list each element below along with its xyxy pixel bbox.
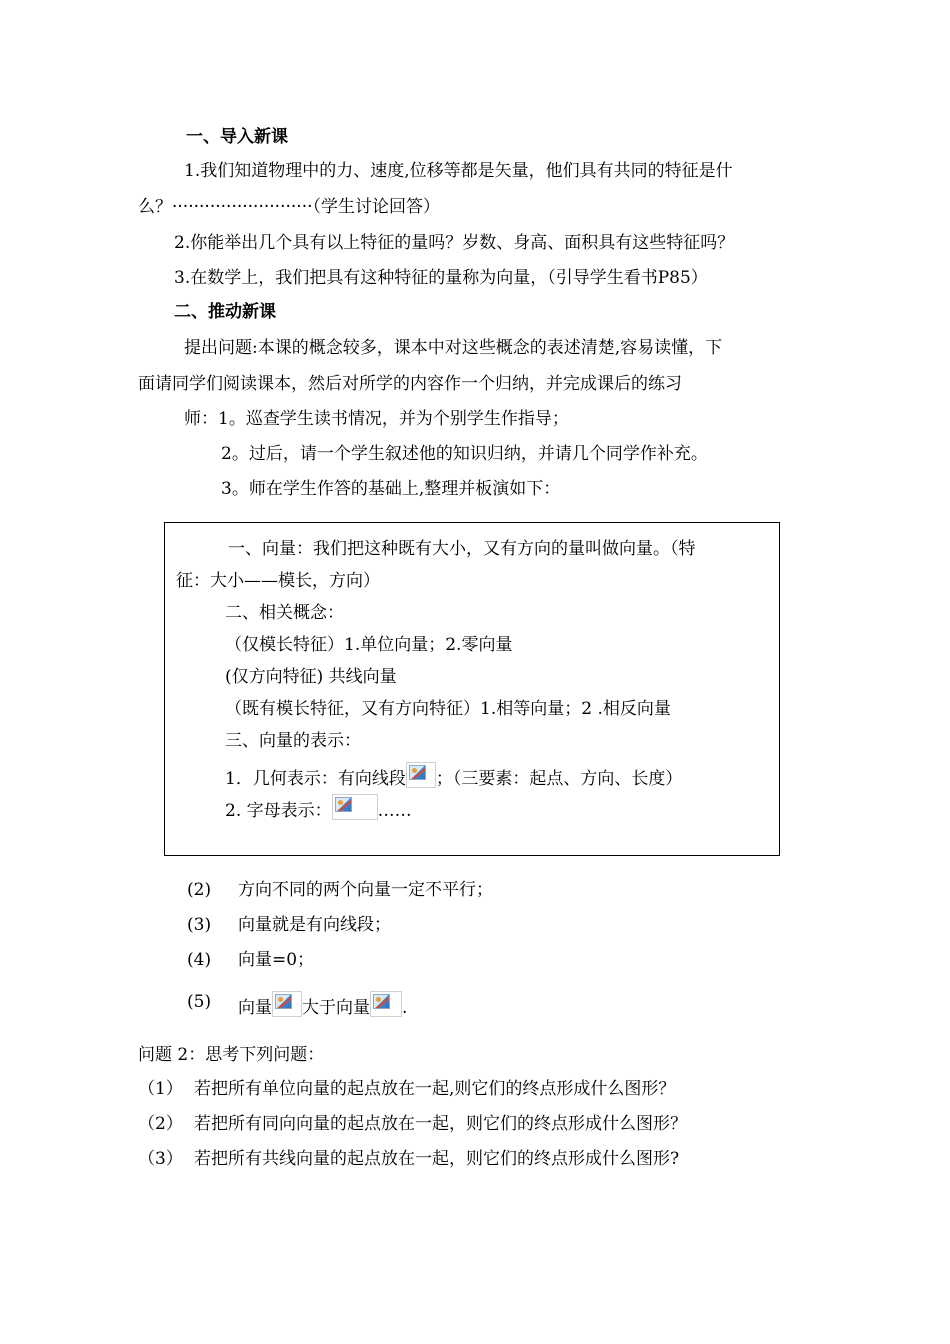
- item-5-number: (5): [187, 992, 212, 1012]
- question-2-item-3-text: 若把所有共线向量的起点放在一起，则它们的终点形成什么图形?: [194, 1149, 680, 1169]
- box-line-magnitude-only: （仅模长特征）1.单位向量；2.零向量: [225, 635, 513, 655]
- box-line-direction-only: (仅方向特征) 共线向量: [225, 667, 397, 687]
- problem-paragraph-line-1: 提出问题:本课的概念较多，课本中对这些概念的表述清楚,容易读懂，下: [184, 338, 723, 358]
- problem-paragraph-line-2: 面请同学们阅读课本，然后对所学的内容作一个归纳，并完成课后的练习: [138, 374, 682, 394]
- intro-question-1-line-2: 么？··························（学生讨论回答）: [138, 197, 440, 217]
- item-2-number: (2): [187, 880, 212, 900]
- letter-representation-label: 2. 字母表示：: [225, 801, 332, 821]
- question-2-item-1-number: （1）: [138, 1079, 183, 1099]
- item-5-text-part-3: .: [402, 998, 408, 1018]
- item-5-text: [238, 991, 407, 1019]
- box-line-representation-heading: 三、向量的表示：: [225, 731, 361, 751]
- question-2-title: 问题 2：思考下列问题：: [138, 1045, 325, 1065]
- intro-question-2: 2.你能举出几个具有以上特征的量吗？岁数、身高、面积具有这些特征吗？: [174, 233, 735, 253]
- box-line-definition-1: 一、向量：我们把这种既有大小，又有方向的量叫做向量。（特: [228, 539, 696, 559]
- question-2-item-3-number: （3）: [138, 1149, 183, 1169]
- teacher-step-2: 2。过后，请一个学生叙述他的知识归纳，并请几个同学作补充。: [221, 444, 708, 464]
- box-line-letter-representation: [225, 794, 412, 822]
- box-line-concepts-heading: 二、相关概念：: [225, 603, 344, 623]
- formula-image-icon: [370, 991, 402, 1017]
- item-5-text-part-2: 大于向量: [302, 998, 370, 1018]
- formula-image-icon: [272, 991, 302, 1017]
- item-2-text: 方向不同的两个向量一定不平行；: [238, 880, 493, 900]
- geometric-representation-elements: ；（三要素：起点、方向、长度）: [435, 769, 683, 789]
- teacher-step-3: 3。师在学生作答的基础上,整理并板演如下：: [221, 479, 561, 499]
- question-2-item-1-text: 若把所有单位向量的起点放在一起,则它们的终点形成什么图形？: [194, 1079, 676, 1099]
- geometric-representation-label: 1．几何表示：有向线段: [225, 769, 406, 789]
- item-3-text: 向量就是有向线段；: [238, 915, 391, 935]
- intro-question-3: 3.在数学上，我们把具有这种特征的量称为向量，（引导学生看书P85）: [174, 268, 708, 288]
- box-line-definition-2: 征：大小——模长，方向）: [176, 571, 380, 591]
- formula-image-icon: [406, 762, 436, 788]
- item-4-number: (4): [187, 950, 212, 970]
- formula-image-icon: [332, 794, 378, 820]
- item-3-number: (3): [187, 915, 212, 935]
- item-4-text: 向量=0；: [238, 950, 315, 970]
- box-line-both-features: （既有模长特征，又有方向特征）1.相等向量；2 .相反向量: [225, 699, 671, 719]
- question-2-item-2-number: （2）: [138, 1114, 183, 1134]
- teacher-step-1: 师：1。巡查学生读书情况，并为个别学生作指导；: [184, 409, 569, 429]
- section-heading-intro: 一、导入新课: [186, 127, 288, 147]
- box-line-geometric-representation: [225, 762, 682, 790]
- intro-question-1-line-1: 1.我们知道物理中的力、速度,位移等都是矢量，他们具有共同的特征是什: [184, 161, 733, 181]
- letter-representation-ellipsis: ……: [377, 801, 412, 821]
- section-heading-new-lesson: 二、推动新课: [174, 302, 276, 322]
- question-2-item-2-text: 若把所有同向向量的起点放在一起，则它们的终点形成什么图形？: [194, 1114, 687, 1134]
- item-5-text-part-1: 向量: [238, 998, 272, 1018]
